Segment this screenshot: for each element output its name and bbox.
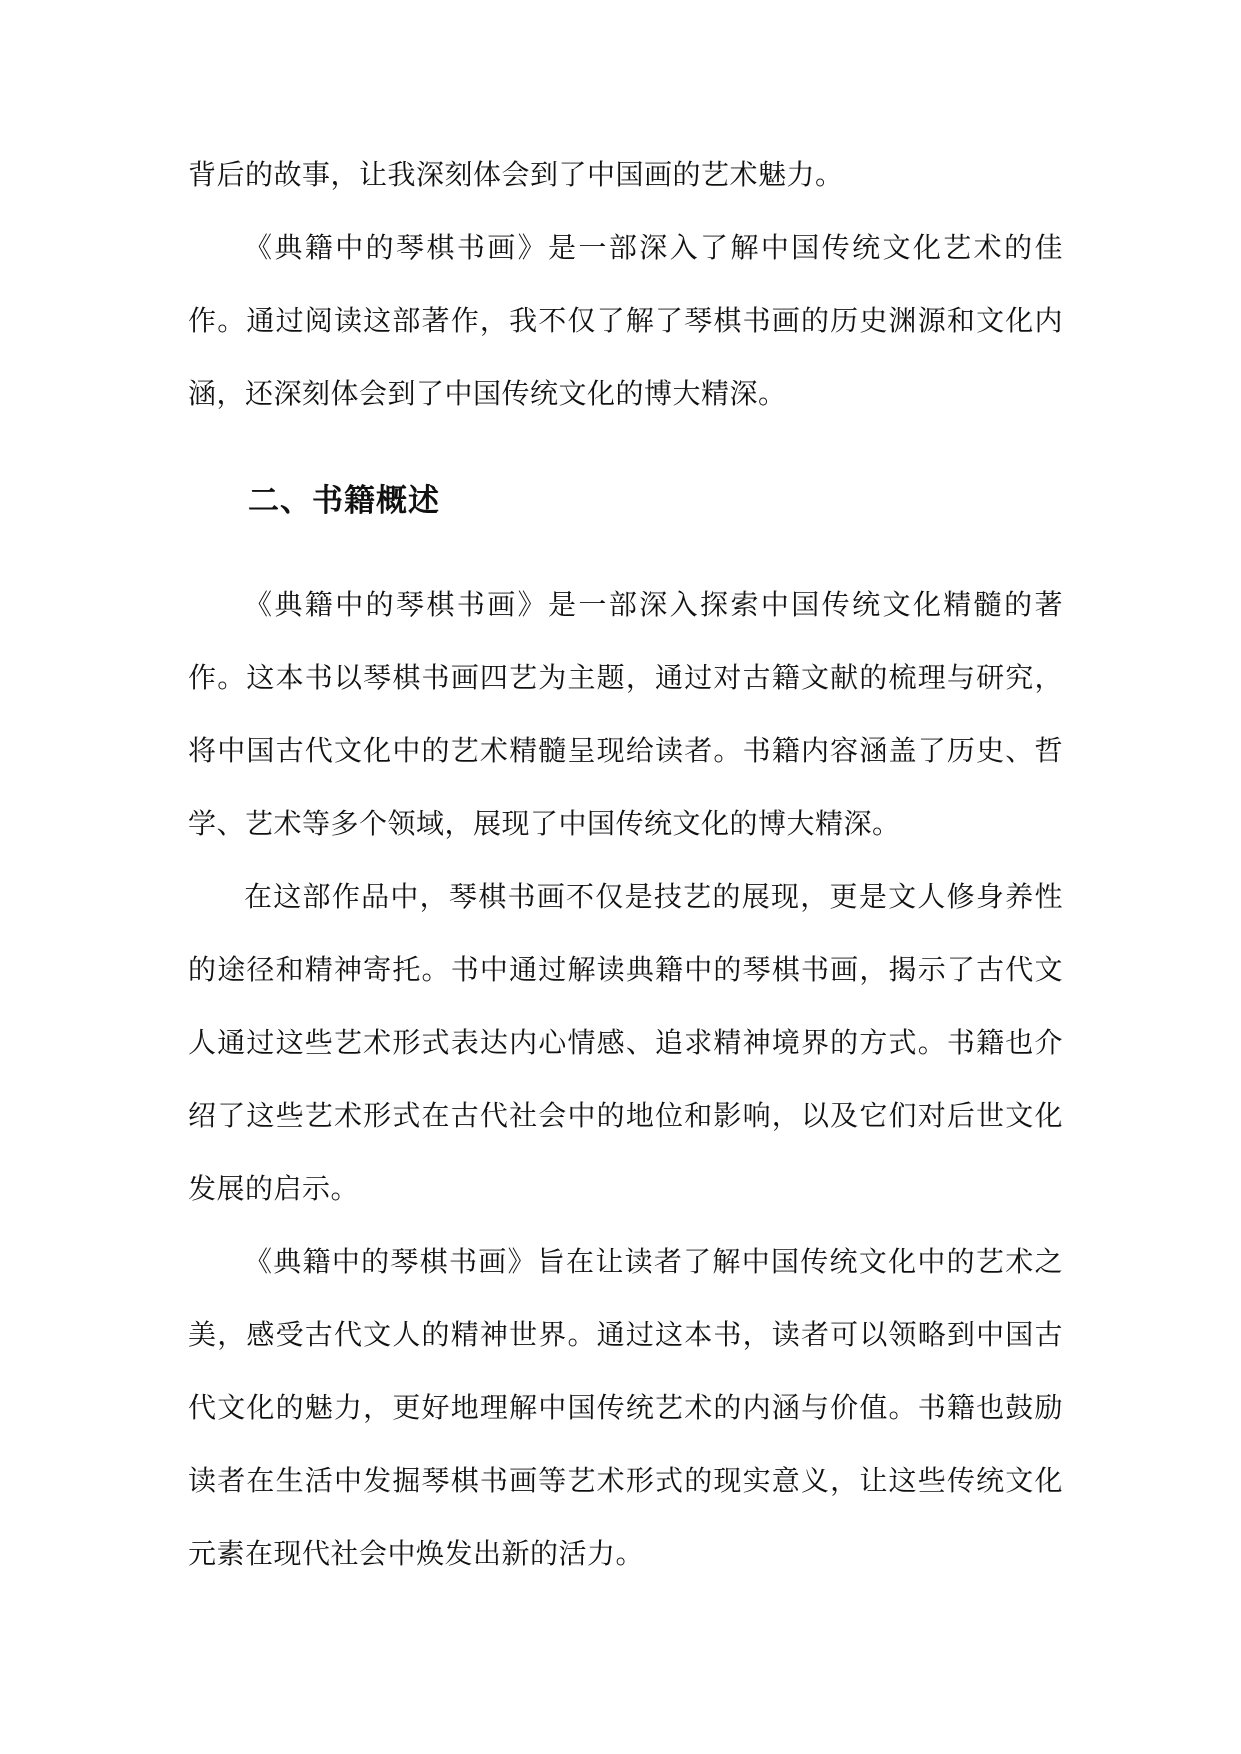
- paragraph: 在这部作品中，琴棋书画不仅是技艺的展现，更是文人修身养性的途径和精神寄托。书中通过解读典籍中的琴棋书画，揭示了古代文人通过这些艺术形式表达内心情感、追求精神境界的方式。书籍也介绍了这些艺术形式在古代社会中的地位和影响，以及它们对后世文化发展的启示。: [188, 880, 1063, 1205]
- document-body: [188, 138, 1063, 1590]
- section-heading: 二、书籍概述: [248, 483, 440, 519]
- paragraph: 《典籍中的琴棋书画》旨在让读者了解中国传统文化中的艺术之美，感受古代文人的精神世界。通过这本书，读者可以领略到中国古代文化的魅力，更好地理解中国传统艺术的内涵与价值。书籍也鼓励读者在生活中发掘琴棋书画等艺术形式的现实意义，让这些传统文化元素在现代社会中焕发出新的活力。: [188, 1245, 1063, 1570]
- paragraph-continued: 背后的故事，让我深刻体会到了中国画的艺术魅力。: [188, 158, 844, 191]
- paragraph: 《典籍中的琴棋书画》是一部深入了解中国传统文化艺术的佳作。通过阅读这部著作，我不仅了解了琴棋书画的历史渊源和文化内涵，还深刻体会到了中国传统文化的博大精深。: [188, 231, 1063, 410]
- paragraph: 《典籍中的琴棋书画》是一部深入探索中国传统文化精髓的著作。这本书以琴棋书画四艺为主题，通过对古籍文献的梳理与研究，将中国古代文化中的艺术精髓呈现给读者。书籍内容涵盖了历史、哲学、艺术等多个领域，展现了中国传统文化的博大精深。: [188, 588, 1063, 840]
